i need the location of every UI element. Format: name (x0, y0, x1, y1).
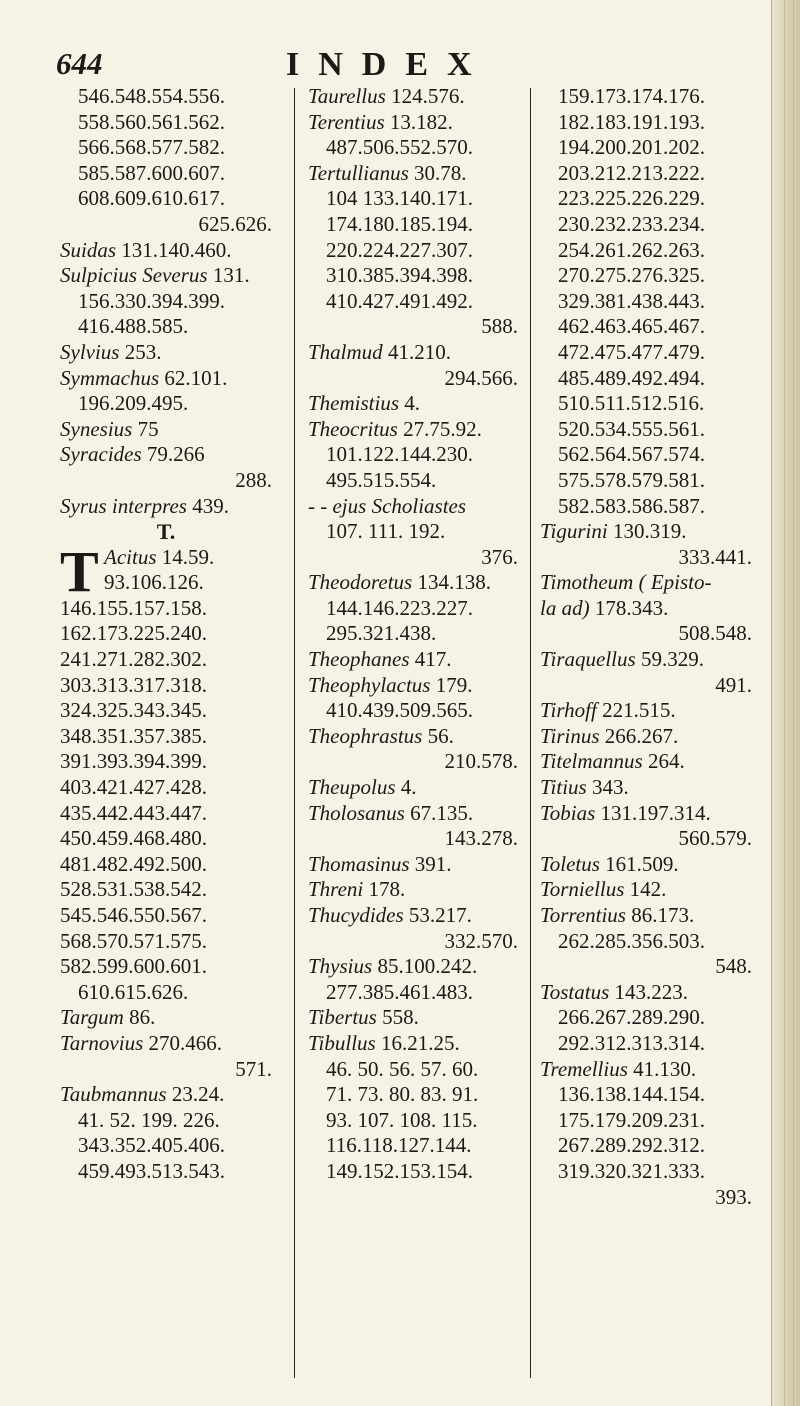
page-references: 41.130. (633, 1056, 697, 1081)
index-entry (308, 775, 518, 801)
page-references: 131.197.314. (600, 800, 711, 825)
page-references: 178. (368, 877, 406, 902)
page-edge-shadow (784, 0, 794, 1406)
entry-heading: Thucydides (308, 903, 404, 927)
page-references-line: 116.118.127.144. (326, 1133, 472, 1158)
page-references: 131. (212, 263, 250, 288)
page-references-line: 329.381.438.443. (558, 288, 705, 313)
page-references: 85.100.242. (377, 954, 478, 979)
page-references-line: 267.289.292.312. (558, 1133, 705, 1158)
index-entry (60, 366, 272, 392)
page-number: 644 (56, 46, 103, 81)
entry-heading: Toletus (540, 851, 600, 876)
index-entry (540, 903, 752, 929)
entry-heading: Suidas (60, 237, 117, 262)
page-references-line: 450.459.468.480. (60, 826, 207, 851)
page-references-line: 292.312.313.314. (558, 1030, 705, 1055)
page-references-line: 610.615.626. (78, 979, 189, 1004)
entry-heading: Taubmannus (60, 1082, 167, 1107)
page-references-line: 254.261.262.263. (558, 237, 705, 262)
page-references-line: 566.568.577.582. (78, 135, 225, 160)
page-references-line: 162.173.225.240. (60, 621, 207, 646)
entry-heading: Tirhoff (540, 698, 597, 723)
entry-heading: Theupolus (308, 775, 396, 800)
page-references-line: 545.546.550.567. (60, 903, 207, 927)
page-references-line: 203.212.213.222. (558, 160, 705, 185)
index-entry (60, 1005, 272, 1031)
page-references-line: 435.442.443.447. (60, 800, 207, 825)
index-entry (540, 519, 752, 545)
page-references: 93.106.126. (104, 570, 204, 595)
page-edge (771, 0, 800, 1406)
entry-heading: Theophylactus (308, 672, 431, 697)
page-references-line: 508.548. (678, 621, 752, 646)
entry-heading: Thomasinus (308, 851, 410, 876)
index-line (104, 545, 214, 571)
page-references: 161.509. (605, 851, 679, 876)
index-entry (540, 1057, 752, 1083)
page-references: 14.59. (161, 544, 215, 569)
running-title: INDEX (286, 46, 491, 83)
entry-heading: Theocritus (308, 416, 398, 441)
page-references-line: 159.173.174.176. (558, 84, 705, 108)
drop-capital: T (60, 538, 99, 604)
dropcap-entry (60, 538, 272, 604)
page-references: 86. (129, 1005, 156, 1030)
page-references-line: 71. 73. 80. 83. 91. (326, 1082, 479, 1107)
index-entry (60, 417, 272, 443)
index-entry (308, 647, 518, 673)
page-references: 53.217. (408, 903, 472, 927)
page-references-line: 528.531.538.542. (60, 877, 207, 902)
page-references-line: 625.626. (198, 211, 272, 236)
page-references-line: 491. (715, 672, 752, 697)
page-references-line: 403.421.427.428. (60, 775, 207, 800)
index-entry (540, 749, 752, 775)
index-entry (308, 903, 518, 929)
page-references-line: 332.570. (444, 928, 518, 953)
entry-heading: Tibullus (308, 1030, 376, 1055)
page-references-line: 262.285.356.503. (558, 928, 705, 953)
page-references: 16.21.25. (380, 1030, 460, 1055)
entry-heading: Thalmud (308, 339, 383, 364)
page-references-line: 585.587.600.607. (78, 160, 225, 185)
page-references-line: 343.352.405.406. (78, 1133, 225, 1158)
index-line (104, 570, 204, 596)
index-entry (540, 980, 752, 1006)
page-references: 179. (435, 672, 473, 697)
page-references-line: 410.427.491.492. (326, 288, 473, 313)
page-references-line: 149.152.153.154. (326, 1158, 473, 1183)
page-references-line: 571. (235, 1056, 272, 1081)
page-references: 86.173. (631, 903, 695, 927)
page-references-line: 333.441. (678, 544, 752, 569)
page-references-line: 582.583.586.587. (558, 493, 705, 518)
index-entry (308, 494, 518, 520)
entry-heading: Theophanes (308, 647, 410, 672)
page-references-line: 93. 107. 108. 115. (326, 1107, 478, 1132)
page-references: 56. (427, 723, 454, 748)
index-entry (308, 340, 518, 366)
entry-heading: Acitus (104, 544, 157, 569)
index-entry (540, 852, 752, 878)
index-entry (308, 724, 518, 750)
page-references-line: 510.511.512.516. (558, 391, 705, 416)
page-references-line: 46. 50. 56. 57. 60. (326, 1056, 479, 1081)
page-references: 62.101. (164, 365, 228, 390)
index-entry (60, 1082, 272, 1108)
index-entry (308, 1031, 518, 1057)
page-header (56, 46, 696, 86)
page-references: 264. (647, 749, 685, 774)
page-references-line: 582.599.600.601. (60, 954, 207, 979)
page-references: 439. (192, 493, 229, 518)
entry-heading: Themistius (308, 391, 400, 416)
page-references-line: 194.200.201.202. (558, 135, 705, 160)
page-references-line: 107. 111. 192. (326, 519, 446, 544)
page-references-line: 608.609.610.617. (78, 186, 225, 211)
index-entry (308, 673, 518, 699)
column-rule-left (294, 88, 295, 1378)
index-entry (60, 1031, 272, 1057)
index-entry (308, 84, 518, 110)
page-references: 124.576. (391, 84, 465, 108)
index-entry (540, 877, 752, 903)
index-entry (308, 110, 518, 136)
page-references-line: 174.180.185.194. (326, 211, 473, 236)
entry-heading: Symmachus (60, 365, 160, 390)
page-references: 30.78. (414, 160, 467, 185)
entry-heading: Terentius (308, 109, 385, 134)
page-references-line: 294.566. (444, 365, 518, 390)
entry-heading: Tobias (540, 800, 596, 825)
page-references-line: 546.548.554.556. (78, 84, 225, 108)
entry-heading: Thysius (308, 954, 373, 979)
page-references-line: 487.506.552.570. (326, 135, 473, 160)
page-references: 266.267. (604, 723, 679, 748)
page-references-line: 175.179.209.231. (558, 1107, 705, 1132)
index-entry (60, 442, 272, 468)
page-references: 142. (629, 877, 667, 902)
index-entry (308, 161, 518, 187)
page-references-line: 410.439.509.565. (326, 698, 473, 723)
entry-heading: Threni (308, 877, 364, 902)
entry-heading: Tarnovius (60, 1030, 144, 1055)
entry-heading: Tholosanus (308, 800, 405, 825)
page-references-line: 230.232.233.234. (558, 211, 705, 236)
index-entry (308, 417, 518, 443)
page-references: 130.319. (612, 519, 687, 544)
page-references-line: 101.122.144.230. (326, 442, 473, 467)
page-references: 75 (137, 416, 159, 441)
page-references-line: 210.578. (444, 749, 518, 774)
page-references-line: 156.330.394.399. (78, 288, 225, 313)
page-references-line: 288. (235, 467, 272, 492)
page-references-line: 143.278. (444, 826, 518, 851)
index-column-middle (308, 84, 518, 1185)
page-references-line: 41. 52. 199. 226. (78, 1107, 220, 1132)
page-references-line: 220.224.227.307. (326, 237, 473, 262)
page-references-line: 319.320.321.333. (558, 1158, 705, 1183)
page-references-line: 462.463.465.467. (558, 314, 705, 339)
entry-heading: Targum (60, 1005, 124, 1030)
page-references-line: 495.515.554. (326, 467, 437, 492)
page-references-line: 560.579. (678, 826, 752, 851)
page-references-line: 485.489.492.494. (558, 365, 705, 390)
index-entry (540, 801, 752, 827)
index-entry (60, 340, 272, 366)
page-references-line: 104 133.140.171. (326, 186, 473, 211)
page-references-line: 196.209.495. (78, 391, 189, 416)
entry-heading: Titius (540, 775, 587, 800)
index-entry (540, 698, 752, 724)
index-entry (60, 494, 272, 520)
page-references-line: 575.578.579.581. (558, 467, 705, 492)
entry-heading: Sulpicius Severus (60, 263, 208, 288)
page-references: 417. (414, 647, 452, 672)
page-references-line: 416.488.585. (78, 314, 189, 339)
page-references: 4. (404, 391, 421, 416)
page-references-line: 277.385.461.483. (326, 979, 473, 1004)
entry-heading: Tibertus (308, 1005, 377, 1030)
page-references: 67.135. (410, 800, 474, 825)
entry-heading: Tirinus (540, 723, 600, 748)
entry-heading: Tiraquellus (540, 647, 636, 672)
page-references: 558. (382, 1005, 419, 1030)
index-entry (540, 596, 752, 622)
index-entry (308, 877, 518, 903)
entry-heading: Sylvius (60, 339, 120, 364)
page-references-line: 459.493.513.543. (78, 1158, 225, 1183)
entry-heading: la ad) (540, 595, 590, 620)
index-entry (308, 801, 518, 827)
entry-heading: Theodoretus (308, 570, 413, 595)
index-column-left (60, 84, 272, 1185)
page-references: 178.343. (594, 595, 669, 620)
page-references: 4. (400, 775, 417, 800)
page-references: 221.515. (602, 698, 676, 723)
entry-heading: Tremellius (540, 1056, 628, 1081)
page-references-line: 146.155.157.158. (60, 595, 207, 620)
entry-heading: Tertullianus (308, 160, 409, 185)
entry-heading: - - ejus Scholiastes (308, 493, 467, 518)
page-references-line: 241.271.282.302. (60, 647, 207, 672)
page-references: 27.75.92. (403, 416, 482, 441)
page-references-line: 391.393.394.399. (60, 749, 207, 774)
entry-heading: Titelmannus (540, 749, 643, 774)
column-rule-right (530, 88, 531, 1378)
page-references-line: 303.313.317.318. (60, 672, 207, 697)
index-entry (540, 775, 752, 801)
page-references-line: 558.560.561.562. (78, 109, 225, 134)
index-entry (540, 570, 752, 596)
page-references: 253. (124, 339, 162, 364)
index-entry (60, 238, 272, 264)
page-references: 391. (414, 851, 452, 876)
index-entry (540, 724, 752, 750)
page-references-line: 324.325.343.345. (60, 698, 207, 723)
page-references-line: 548. (715, 954, 752, 979)
page-references: 343. (591, 775, 629, 800)
index-entry (60, 263, 272, 289)
index-entry (308, 391, 518, 417)
page-references-line: 520.534.555.561. (558, 416, 705, 441)
entry-heading: Syracides (60, 442, 142, 467)
page-references: 41.210. (387, 339, 451, 364)
page-references: 23.24. (171, 1082, 225, 1107)
page-references: 143.223. (614, 979, 689, 1004)
section-letter: T. (156, 519, 176, 545)
page-references-line: 182.183.191.193. (558, 109, 705, 134)
page-references-line: 310.385.394.398. (326, 263, 473, 288)
entry-heading: Synesius (60, 416, 133, 441)
page-references-line: 136.138.144.154. (558, 1082, 705, 1107)
page-references: 134.138. (417, 570, 491, 595)
entry-heading: Torniellus (540, 877, 625, 902)
entry-heading: Taurellus (308, 84, 386, 108)
page-references: 59.329. (640, 647, 704, 672)
entry-heading: Timotheum ( Episto- (540, 570, 712, 595)
page-references-line: 144.146.223.227. (326, 595, 473, 620)
page-references: 270.466. (148, 1030, 223, 1055)
page-references-line: 588. (481, 314, 518, 339)
page-references-line: 472.475.477.479. (558, 339, 705, 364)
page-references: 79.266 (146, 442, 205, 467)
entry-heading: Tigurini (540, 519, 608, 544)
entry-heading: Theophrastus (308, 723, 423, 748)
entry-heading: Torrentius (540, 903, 626, 927)
index-entry (308, 954, 518, 980)
page-references-line: 376. (481, 544, 518, 569)
page-references-line: 562.564.567.574. (558, 442, 705, 467)
index-entry (308, 1005, 518, 1031)
page-references: 13.182. (389, 109, 453, 134)
page-references-line: 393. (715, 1184, 752, 1209)
index-column-right (540, 84, 752, 1210)
page-references-line: 270.275.276.325. (558, 263, 705, 288)
index-entry (308, 570, 518, 596)
page-references-line: 266.267.289.290. (558, 1005, 705, 1030)
entry-heading: Syrus interpres (60, 493, 187, 518)
index-entry (540, 647, 752, 673)
page-references: 131.140.460. (121, 237, 232, 262)
entry-heading: Tostatus (540, 979, 610, 1004)
page-references-line: 223.225.226.229. (558, 186, 705, 211)
page-references-line: 481.482.492.500. (60, 851, 207, 876)
page-references-line: 348.351.357.385. (60, 723, 207, 748)
page-references-line: 295.321.438. (326, 621, 437, 646)
page-references-line: 568.570.571.575. (60, 928, 207, 953)
index-entry (308, 852, 518, 878)
